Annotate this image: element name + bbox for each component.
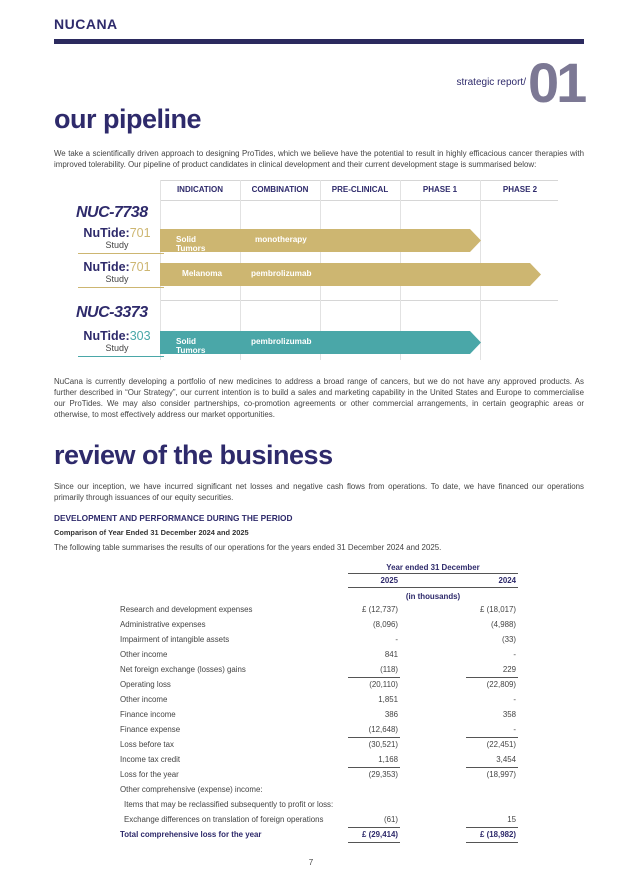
row-label: Exchange differences on translation of foreign operations (124, 815, 324, 824)
row-label: Items that may be reclassified subsequently to profit or loss: (124, 800, 334, 809)
col-header-2025: 2025 (380, 576, 398, 585)
table-row (120, 723, 518, 738)
value-2024: (33) (501, 635, 516, 644)
value-2024: (22,451) (486, 740, 516, 749)
row-label: Administrative expenses (120, 620, 206, 629)
value-2025: £ (12,737) (362, 605, 398, 614)
study-label: NuTide:303 Study (78, 329, 156, 354)
pipeline-intro: We take a scientifically driven approach to designing ProTides, which we believe have the potential to result in highly efficacious cancer therapies with improved tolerability. Our pipeline of product candidates in clinical development and their current development stage is summarised below: (54, 149, 584, 169)
value-2025: - (395, 635, 398, 644)
row-label: Net foreign exchange (losses) gains (120, 665, 246, 674)
table-rule (348, 587, 518, 588)
col-header-combination: COMBINATION (251, 185, 309, 194)
table-group-header: Year ended 31 December (386, 563, 480, 572)
table-row (120, 738, 518, 753)
review-title: review of the business (54, 440, 333, 470)
pipeline-outro: NuCana is currently developing a portfolio of new medicines to address a broad range of cancers, but we do not have any approved products. As further described in “Our Strategy”, our current intention is to build a sales and marketing capability in the United States and Europe to commercialise our ProTides. We may also consider partnerships, co-promotion agreements or other commercial arrangements, in certain geographic areas or otherwise, to most effectively address our market opportunities. (54, 377, 584, 419)
table-row (120, 768, 518, 783)
value-2025: (8,096) (372, 620, 398, 629)
study-label: NuTide:701 Study (78, 260, 156, 285)
row-label: Other comprehensive (expense) income: (120, 785, 263, 794)
grid-group-divider (160, 300, 558, 301)
row-label: Finance income (120, 710, 176, 719)
value-2024: 3,454 (496, 755, 516, 764)
value-2025: £ (29,414) (362, 830, 398, 839)
col-header-2024: 2024 (498, 576, 516, 585)
section-label: strategic report/ (456, 77, 526, 88)
table-rule (348, 573, 518, 574)
section-subheading: DEVELOPMENT AND PERFORMANCE DURING THE PERIOD (54, 513, 293, 523)
row-label: Operating loss (120, 680, 171, 689)
value-2024: - (513, 695, 516, 704)
review-intro: Since our inception, we have incurred significant net losses and negative cash flows from operations. To date, we have financed our operations primarily through issuances of our equity securities. (54, 482, 584, 502)
value-2025: (61) (383, 815, 398, 824)
value-2024: 358 (502, 710, 516, 719)
row-label: Other income (120, 695, 168, 704)
value-2025: (118) (380, 665, 398, 674)
value-2024: £ (18,982) (480, 830, 516, 839)
nucana-logo: NUCANA (54, 16, 118, 32)
row-label: Finance expense (120, 725, 181, 734)
table-units: (in thousands) (405, 592, 461, 601)
value-2025: (20,110) (369, 680, 398, 689)
table-row (120, 693, 518, 708)
value-2024: (4,988) (490, 620, 516, 629)
table-row (120, 828, 518, 843)
value-2024: 15 (507, 815, 516, 824)
study-label: NuTide:701 Study (78, 226, 156, 251)
value-2024: (18,997) (486, 770, 516, 779)
table-row (120, 603, 518, 618)
row-label: Loss for the year (120, 770, 179, 779)
col-header-indication: INDICATION (176, 185, 224, 194)
pipeline-chart: INDICATION COMBINATION PRE-CLINICAL PHASE 1 PHASE 2 NUC-7738 NuTide:701 Study Solid Tumors monotherapy NuTide:701 Study Melanoma pembrolizumab NUC-3373 NuTide:303 Study Solid Tumors pembrolizumab (72, 180, 558, 360)
value-2024: 229 (502, 665, 516, 674)
pipeline-title: our pipeline (54, 104, 202, 134)
grid-header-line (160, 200, 558, 201)
row-label: Total comprehensive loss for the year (120, 830, 262, 839)
table-rule (348, 842, 400, 843)
table-intro: The following table summarises the results of our operations for the years ended 31 December 2024 and 2025. (54, 543, 442, 552)
header-divider (54, 39, 584, 44)
table-rule (466, 842, 518, 843)
value-2025: 1,168 (378, 755, 398, 764)
table-row (120, 648, 518, 663)
table-row (120, 618, 518, 633)
row-label: Research and development expenses (120, 605, 253, 614)
col-header-preclinical: PRE-CLINICAL (331, 185, 389, 194)
comparison-heading: Comparison of Year Ended 31 December 2024 and 2025 (54, 528, 249, 537)
value-2024: (22,809) (486, 680, 516, 689)
value-2024: £ (18,017) (480, 605, 516, 614)
row-label: Impairment of intangible assets (120, 635, 230, 644)
table-row (120, 663, 518, 678)
value-2025: (12,648) (368, 725, 398, 734)
table-row (120, 708, 518, 723)
value-2024: - (513, 650, 516, 659)
table-row (120, 633, 518, 648)
grid-top-line (160, 180, 558, 181)
page-number: 7 (308, 858, 314, 867)
value-2025: 386 (384, 710, 398, 719)
row-label: Income tax credit (120, 755, 181, 764)
value-2024: - (513, 725, 516, 734)
table-row (120, 783, 518, 798)
drug-name: NUC-7738 (76, 204, 148, 221)
value-2025: 1,851 (378, 695, 398, 704)
table-row (120, 798, 518, 813)
value-2025: (30,521) (368, 740, 398, 749)
value-2025: 841 (384, 650, 398, 659)
table-row (120, 813, 518, 828)
row-label: Other income (120, 650, 168, 659)
col-header-phase1: PHASE 1 (422, 185, 458, 194)
section-number: 01 (528, 51, 585, 114)
col-header-phase2: PHASE 2 (502, 185, 538, 194)
table-row (120, 753, 518, 768)
table-row (120, 678, 518, 693)
drug-name: NUC-3373 (76, 304, 148, 321)
value-2025: (29,353) (368, 770, 398, 779)
row-label: Loss before tax (120, 740, 174, 749)
